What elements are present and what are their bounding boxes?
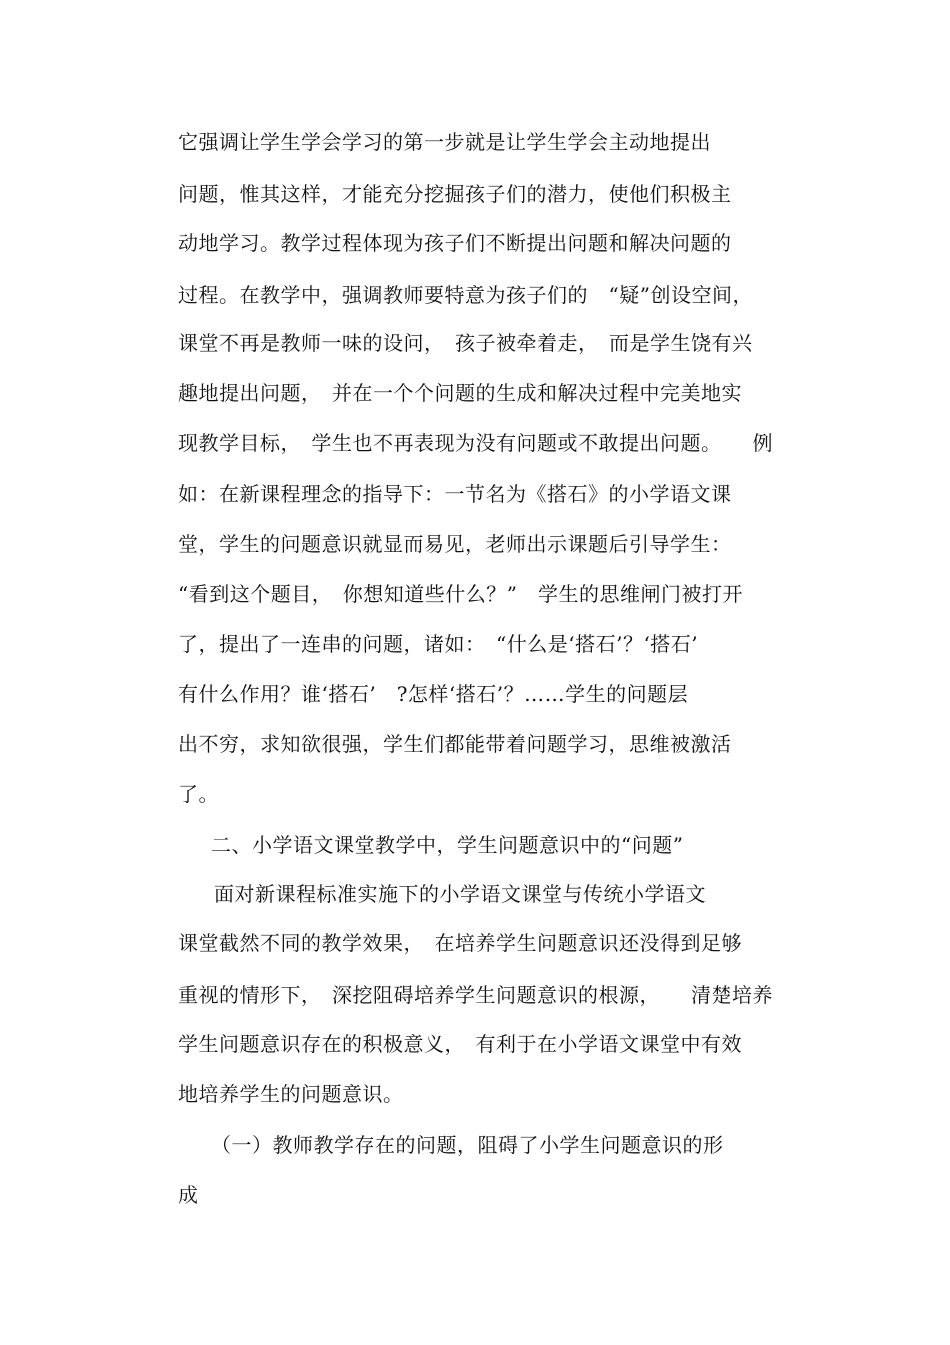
text-line: 它强调让学生学会学习的第一步就是让学生学会主动地提出: [178, 130, 711, 154]
text-line: 动地学习。教学过程体现为孩子们不断提出问题和解决问题的: [178, 231, 732, 255]
text-line: 了。: [178, 782, 219, 806]
text-line: 出不穷，求知欲很强，学生们都能带着问题学习，思维被激活: [178, 732, 732, 756]
text-line: “看到这个题目， 你想知道些什么？” 学生的思维闸门被打开: [178, 582, 743, 606]
text-line: 课堂不再是教师一味的设问， 孩子被牵着走， 而是学生饶有兴: [178, 331, 753, 355]
text-line: 成: [178, 1183, 199, 1207]
text-line: 有什么作用？谁‘搭石’ ?怎样‘搭石’？……学生的问题层: [178, 682, 689, 706]
text-line: 重视的情形下， 深挖阻碍培养学生问题意识的根源， 清楚培养: [178, 983, 773, 1007]
text-line: 趣地提出问题， 并在一个个问题的生成和解决过程中完美地实: [178, 381, 742, 405]
subsection-heading: （一）教师教学存在的问题，阻碍了小学生问题意识的形: [211, 1133, 724, 1157]
text-line: 了，提出了一连串的问题，诸如： “什么是‘搭石’？‘搭石’: [178, 632, 699, 656]
text-line: 堂，学生的问题意识就显而易见，老师出示课题后引导学生：: [178, 532, 732, 556]
text-line: 问题，惟其这样，才能充分挖掘孩子们的潜力，使他们积极主: [178, 182, 732, 206]
text-line: 面对新课程标准实施下的小学语文课堂与传统小学语文: [214, 882, 706, 906]
text-line: 过程。在教学中，强调教师要特意为孩子们的 “疑”创设空间，: [178, 283, 753, 307]
text-line: 课堂截然不同的教学效果， 在培养学生问题意识还没得到足够: [178, 931, 742, 955]
text-line: 如：在新课程理念的指导下：一节名为《搭石》的小学语文课: [178, 482, 732, 506]
text-line: 学生问题意识存在的积极意义， 有利于在小学语文课堂中有效: [178, 1032, 742, 1056]
section-heading: 二、小学语文课堂教学中，学生问题意识中的“问题”: [211, 833, 684, 857]
text-line: 地培养学生的问题意识。: [178, 1082, 404, 1106]
text-line: 现教学目标， 学生也不再表现为没有问题或不敢提出问题。 例: [178, 431, 773, 455]
